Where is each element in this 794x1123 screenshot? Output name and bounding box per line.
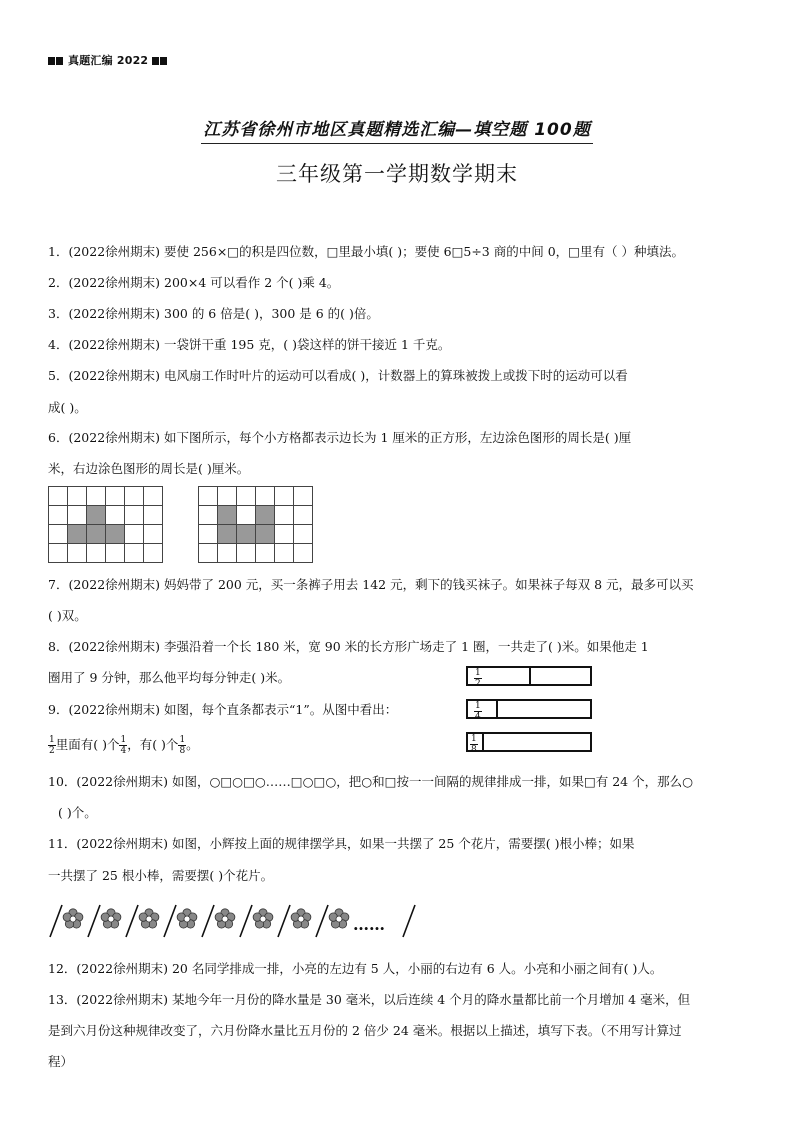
question-7-line1: 7．(2022徐州期末) 妈妈带了 200 元，买一条裤子用去 142 元，剩下的钱买袜子。如果袜子每双 8 元，最多可以买 — [48, 577, 694, 592]
question-5-line2: 成( )。 — [48, 400, 87, 415]
flower-3 — [139, 909, 159, 928]
question-1: 1．(2022徐州期末) 要使 256×□的积是四位数，□里最小填( )；要使 6□5÷3 商的中间 0，□里有（ ）种填法。 — [48, 244, 684, 259]
question-8-line1: 8．(2022徐州期末) 李强沿着一个长 180 米，宽 90 米的长方形广场走了 1 圈，一共走了( )米。如果他走 1 — [48, 639, 649, 654]
stick-4 — [164, 905, 176, 937]
flower-2 — [101, 909, 121, 928]
bar-label-eighth: $\frac{1}{8}$ — [471, 734, 477, 755]
question-10-line1: 10．(2022徐州期末) 如图，○□○□○……□○□○，把○和□按一一间隔的规律排成一排，如果□有 24 个，那么○ — [48, 774, 694, 789]
header-label — [48, 52, 168, 68]
question-11-line1: 11．(2022徐州期末) 如图，小辉按上面的规律摆学具，如果一共摆了 25 个花片，需要摆( )根小棒；如果 — [48, 836, 635, 851]
q9-text-3: 。 — [186, 737, 199, 752]
question-13-line2: 是到六月份这种规律改变了，六月份降水量比五月份的 2 倍少 24 毫米。根据以上描述，填写下表。（不用写计算过 — [48, 1023, 682, 1038]
q9-text-1: 里面有( )个 — [55, 737, 120, 752]
fraction-quarter: $\frac{1}{4}$ — [120, 735, 127, 756]
question-7-line2: ( )双。 — [48, 608, 87, 623]
fraction-bar-quarter — [466, 699, 592, 722]
flower-5 — [215, 909, 235, 928]
q9-text-2: ，有( )个 — [127, 737, 179, 752]
document-title — [0, 115, 794, 140]
question-6-line1: 6．(2022徐州期末) 如下图所示，每个小方格都表示边长为 1 厘米的正方形，左边涂色图形的周长是( )厘 — [48, 430, 632, 445]
question-8-line2: 圈用了 9 分钟，那么他平均每分钟走( )米。 — [48, 670, 291, 685]
flower-7 — [291, 909, 311, 928]
stick-8 — [316, 905, 328, 937]
fraction-half: $\frac{1}{2}$ — [49, 735, 55, 756]
flower-6 — [253, 909, 273, 928]
question-11-line2: 一共摆了 25 根小棒，需要摆( )个花片。 — [48, 868, 274, 883]
fraction-eighth: $\frac{1}{8}$ — [179, 735, 186, 756]
question-10-line2: ( )个。 — [58, 805, 97, 820]
stick-2 — [88, 905, 100, 937]
grid-right-figure — [198, 486, 313, 563]
flower-stick-pattern — [48, 903, 428, 939]
bar-label-quarter: $\frac{1}{4}$ — [475, 701, 481, 722]
flower-4 — [177, 909, 197, 928]
question-5-line1: 5．(2022徐州期末) 电风扇工作时叶片的运动可以看成( )，计数器上的算珠被拨上或拨下时的运动可以看 — [48, 368, 628, 383]
question-6-line2: 米，右边涂色图形的周长是( )厘米。 — [48, 461, 250, 476]
ellipsis: …… — [353, 915, 385, 934]
fraction-bar-eighth — [466, 732, 592, 755]
bar-label-half: $\frac{1}{2}$ — [475, 668, 481, 689]
stick-5 — [202, 905, 214, 937]
stick-7 — [278, 905, 290, 937]
stick-3 — [126, 905, 138, 937]
grid-left-figure — [48, 486, 163, 563]
question-4: 4．(2022徐州期末) 一袋饼干重 195 克，( )袋这样的饼干接近 1 千克。 — [48, 337, 451, 352]
flower-1 — [63, 909, 83, 928]
flower-8 — [329, 909, 349, 928]
stick-6 — [240, 905, 252, 937]
question-3: 3．(2022徐州期末) 300 的 6 倍是( )，300 是 6 的( )倍。 — [48, 306, 379, 321]
question-9-line1: 9．(2022徐州期末) 如图，每个直条都表示“1”。从图中看出： — [48, 702, 398, 717]
stick-9 — [403, 905, 415, 937]
question-2: 2．(2022徐州期末) 200×4 可以看作 2 个( )乘 4。 — [48, 275, 340, 290]
question-13-line3: 程） — [48, 1054, 74, 1069]
fraction-bar-half — [466, 666, 592, 689]
header-text: 真题汇编 2022 — [68, 54, 149, 67]
question-12: 12．(2022徐州期末) 20 名同学排成一排，小亮的左边有 5 人，小丽的右边有 6 人。小亮和小丽之间有( )人。 — [48, 961, 663, 976]
document-subtitle: 三年级第一学期数学期末 — [276, 162, 518, 186]
question-13-line1: 13．(2022徐州期末) 某地今年一月份的降水量是 30 毫米，以后连续 4 个月的降水量都比前一个月增加 4 毫米，但 — [48, 992, 691, 1007]
stick-1 — [50, 905, 62, 937]
title-text: 江苏省徐州市地区真题精选汇编—填空题 100题 — [201, 120, 592, 144]
question-9-line2 — [48, 729, 458, 760]
